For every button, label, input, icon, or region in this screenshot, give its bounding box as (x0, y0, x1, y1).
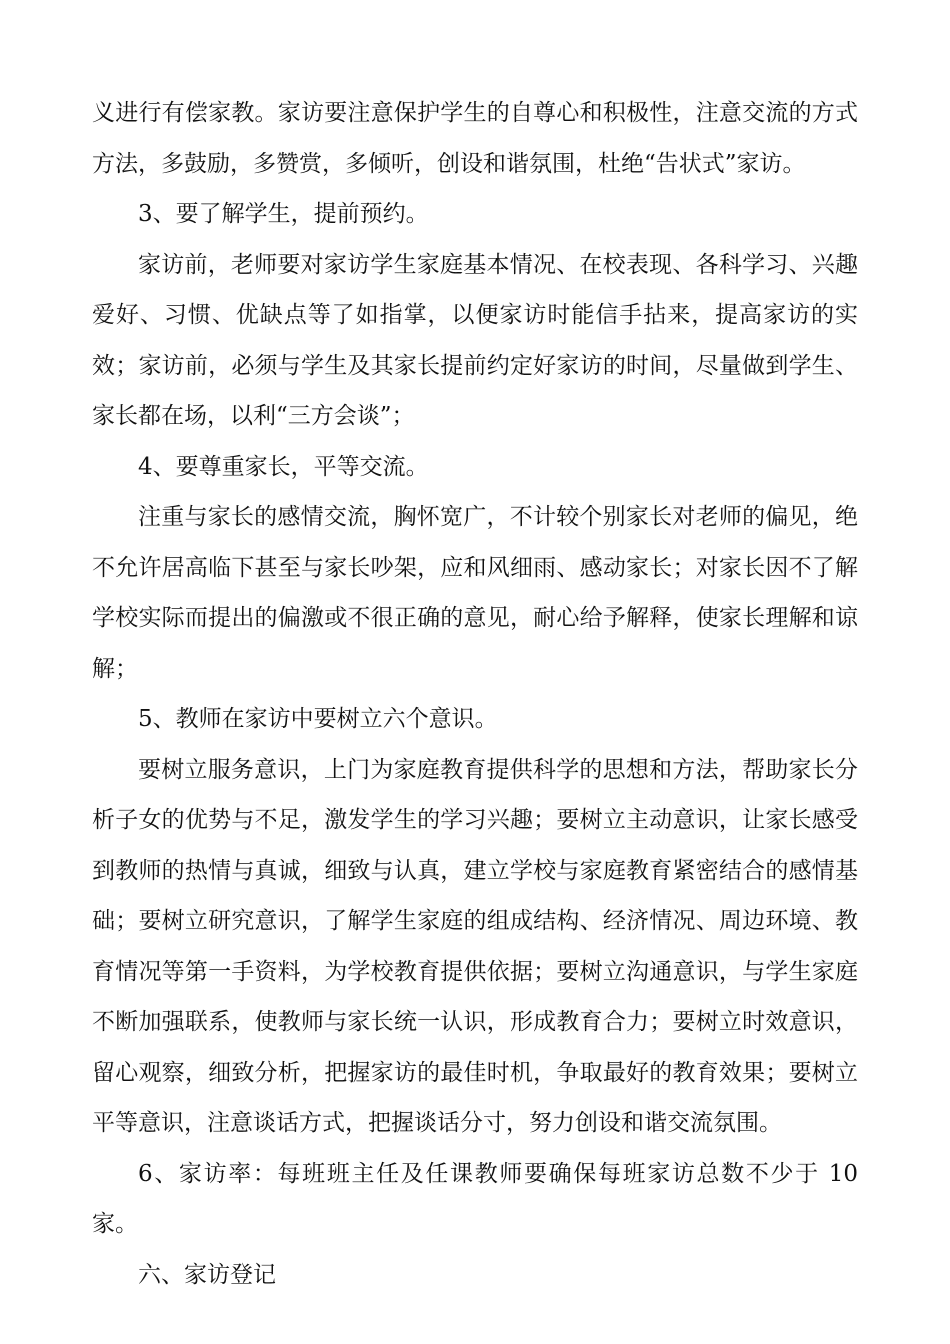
paragraph-continued: 义进行有偿家教。家访要注意保护学生的自尊心和积极性，注意交流的方式方法，多鼓励，多赞赏，多倾听，创设和谐氛围，杜绝“告状式”家访。 (92, 100, 858, 177)
paragraph-item-4: 注重与家长的感情交流，胸怀宽广，不计较个别家长对老师的偏见，绝不允许居高临下甚至与家长吵架，应和风细雨、感动家长；对家长因不了解学校实际而提出的偏激或不很正确的意见，耐心给予解释，使家长理解和谅解； (92, 504, 858, 682)
paragraph-item-3: 家访前，老师要对家访学生家庭基本情况、在校表现、各科学习、兴趣爱好、习惯、优缺点等了如指掌，以便家访时能信手拈来，提高家访的实效；家访前，必须与学生及其家长提前约定好家访的时间，尽量做到学生、家长都在场，以利“三方会谈”； (92, 251, 858, 429)
document-body (92, 88, 858, 1300)
paragraph-item-6: 6、家访率：每班班主任及任课教师要确保每班家访总数不少于 10 家。 (92, 1160, 858, 1237)
heading-item-3: 3、要了解学生，提前预约。 (138, 201, 429, 227)
section-heading-six: 六、家访登记 (138, 1261, 276, 1288)
heading-item-4: 4、要尊重家长，平等交流。 (138, 453, 429, 480)
heading-item-5: 5、教师在家访中要树立六个意识。 (138, 706, 498, 732)
paragraph-item-5: 要树立服务意识，上门为家庭教育提供科学的思想和方法，帮助家长分析子女的优势与不足，激发学生的学习兴趣；要树立主动意识，让家长感受到教师的热情与真诚，细致与认真，建立学校与家庭教育紧密结合的感情基础；要树立研究意识，了解学生家庭的组成结构、经济情况、周边环境、教育情况等第一手资料，为学校教育提供依据；要树立沟通意识，与学生家庭不断加强联系，使教师与家长统一认识，形成教育合力；要树立时效意识，留心观察，细致分析，把握家访的最佳时机，争取最好的教育效果；要树立平等意识，注意谈话方式，把握谈话分寸，努力创设和谐交流氛围。 (92, 756, 858, 1136)
